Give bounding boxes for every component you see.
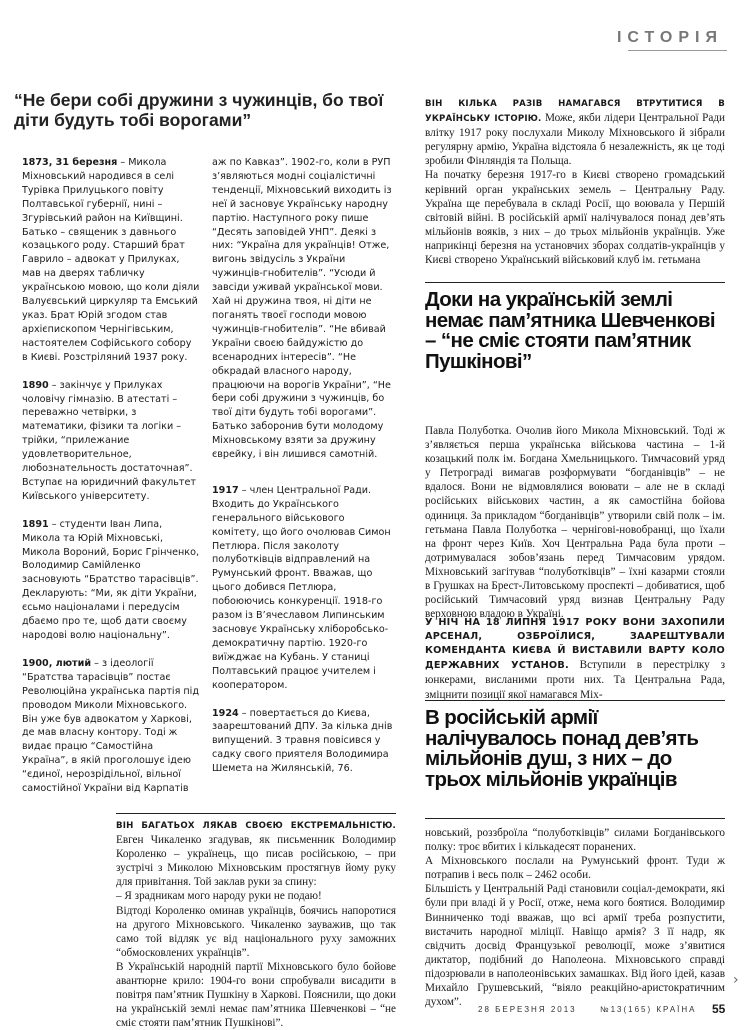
story-paragraph: А Міхновського послали на Румунський фронт. Туди ж потрапив і весь полк – 2462 особи. — [425, 855, 725, 882]
subhead-rule — [425, 700, 725, 701]
subhead-monument: Доки на українській землі немає пам’ятника Шевченкові – “не сміє стояти пам’ятник Пушкінові” — [425, 288, 715, 373]
subhead-army: В російській армії налічувалось понад дев’ять мільйонів душ, з них – до трьох мільйонів українців — [425, 706, 699, 791]
page-number: 55 — [712, 1002, 726, 1016]
story-paragraph: ВІН КІЛЬКА РАЗІВ НАМАГАВСЯ ВТРУТИТИСЯ В УКРАЇНСЬКУ ІСТОРІЮ. Може, якби лідери Центральної Ради влітку 1917 року послухали Миколу Міхновського й зібрали регулярну армію, Україна відстояла б незалежність, як це тоді зробили Фінляндія та Польща. — [425, 99, 725, 168]
timeline-entry: 1900, лютий – з ідеології “Братства тарасівців” постає Революційна українська партія під проводом Миколи Міхновського. Він уже був адвокатом у Харкові, де мав власну контору. Тоді ж видає працю “Самостійна Україна”, в якій проголошує ідею “єдиної, нерозрідільної, вільної самостійної України від Карпатів — [22, 657, 199, 795]
right-top-story — [425, 96, 725, 267]
subhead-rule — [425, 282, 725, 283]
right-bottom-story — [425, 826, 725, 1009]
footer-date: 28 БЕРЕЗНЯ 2013 — [478, 1005, 577, 1014]
story-paragraph: На початку березня 1917-го в Києві створено громадський керівний орган українських земель – Центральну Раду. Україна ще перебувала в складі Росії, що воювала у Першій світовій війні. В російській армії налічувалося понад дев’ять мільйонів вояків, з них – до трьох мільйонів українців. Уже наприкінці березня на установчих зборах солдатів-українців у Києві створено Український військовий клуб ім. гетьмана — [425, 169, 725, 267]
header-rule — [628, 50, 727, 51]
chevron-right-icon: › — [733, 972, 739, 988]
story-paragraph: ВІН БАГАТЬОХ ЛЯКАВ СВОЄЮ ЕКСТРЕМАЛЬНІСТЮ. Евген Чикаленко згадував, як письменник Володимир Короленко – українець, що писав російською, – при зустрічі з Миколою Міхновським простягнув йому руку для привітання. Той заклав руки за спину: — [116, 821, 396, 889]
headline-quote: “Не бери собі дружини з чужинців, бо твої діти будуть тобі ворогами” — [14, 90, 384, 130]
timeline-entry: 1873, 31 березня – Микола Міхновський народився в селі Турівка Прилуцького повіту Полтавської губернії, нині – Згурівський район на Київщині. Батько – священик з давнього козацького роду. Старший брат Гаврило – адвокат у Прилуках, мав на дверях табличку українською мовою, що коли діяли Валуєвський циркуляр та Емський указ. Брат Юрій згодом став архієпископом Чернігівським, настоятелем Софійського собору в Києві. Розстріляний 1937 року. — [22, 157, 200, 363]
subhead-rule — [425, 818, 725, 819]
footer-issue: №13(165) КРАЇНА — [600, 1005, 697, 1014]
story-paragraph: Більшість у Центральній Раді становили соціал-демократи, які були при владі й у Росії, отже, нема кого боятися. Володимир Винниченко тоді вважав, що всі армії треба розпустити, вистачить народної міліції. Навіщо армія? З її надр, як свідчить досвід Французької революції, може з’явитися диктатор, подібний до Наполеона. Міхновського справді підозрювали в наполеонівських замашках. Від його ідей, казав Михайло Грушевський, “віяло реакційно-аристократичним духом”. — [425, 883, 725, 1009]
timeline-entry: аж по Кавказ”. 1902-го, коли в РУП з’являються модні соціалістичні тенденції, Міхновський виходить із неї й засновує Українську народну партію. Наступного року пише “Десять заповідей УНП”. Деякі з них: “Україна для українців! Отже, вигонь звідусіль з України чужинців-гнобителів”. “Усюди й завсіди уживай української мови. Хай ні дружина твоя, ні діти не поганять твоєї господи мовою чужинців-гнобителів”. “Не вбивай України своєю байдужістю до всенародних інтересів”. “Не обкрадай власного народу, працюючи на ворогів України”, “Не бери собі дружини з чужинців, бо твої діти будуть тобі ворогами”. Батько заборонив бути молодому Міхновському взяти за дружину єврейку, і він лишився самотній. — [212, 157, 392, 461]
story-rule — [116, 813, 396, 814]
section-label: ІСТОРІЯ — [616, 29, 723, 46]
timeline-entry: 1917 – член Центральної Ради. Входить до Українського генерального військового комітету, що його очолював Симон Петлюра. Після заколоту полуботківців відправлений на Румунський фронт. Вважав, що цього добився Петлюра, побоюючись конкуренції. 1918-го разом із В’ячеславом Липинським засновує Українську хліборобсько-демократичну партію. 1920-го виїжджає на Кубань. У станиці Полтавський працює учителем і кооператором. — [212, 484, 391, 691]
story-paragraph: Павла Полуботка. Очолив його Микола Міхновський. Тоді ж з’являється перша українська військова частина – 1-й козацький полк ім. Богдана Хмельницького. Тимчасовий уряд у Петрограді вимагав розформувати “богданівців” – не вдалося. Вони не відмовлялися воювати – але не в складі російських військових частин, а як самостійна бойова одиниця. За прикладом “богданівців” утворили свій полк – ім. гетьмана Павла Полуботка – чернігові-новобранці, що їхали на фронт через Київ. Хоч Центральна Рада була проти – дотримувалася зобов’язань перед Тимчасовим урядом. Міхновський загітував “полуботківців” – їхні казарми стояли в Грушках на Брест-Литовському проспекті – добиватися, щоб російський Тимчасовий уряд визнав Центральну Раду верховною владою в Україні. — [425, 425, 725, 621]
story-paragraph: В Українській народній партії Міхновського було бойове авантюрне крило: 1904-го вони спробували висадити в повітря пам’ятник Пушкіну в Харкові. Пояснили, що доки на українській землі немає пам’ятника Шевченкові – “не сміє стояти пам’ятник Пушкінові”. — [116, 960, 396, 1030]
story-paragraph: новський, роззброїла “полуботківців” силами Богданівського полку: троє вбитих і кількадесят поранених. — [425, 827, 725, 854]
story-paragraph: Відтоді Короленко оминав українців, боячись напоротися на другого Міхновського. Чикаленко зауважив, що так само той відляк ує від національного руху заможних “обмосковлених українців”. — [116, 904, 396, 959]
story-paragraph: – Я зрадникам мого народу руки не подаю! — [116, 890, 322, 903]
timeline-left-column — [22, 156, 200, 810]
bottom-story — [116, 818, 396, 1030]
arsenal-paragraph: У НІЧ НА 18 ЛИПНЯ 1917 РОКУ ВОНИ ЗАХОПИЛИ АРСЕНАЛ, ОЗБРОЇЛИСЯ, ЗААРЕШТУВАЛИ КОМЕНДАНТА КИЄВА Й ВИСТАВИЛИ ВАРТУ КОЛО ДЕРЖАВНИХ УСТАНОВ. Вступили в перестрілку з юнкерами, висланими проти них. Та Центральна Рада, зміцнити позиції якої намагався Міх- — [425, 617, 725, 701]
timeline-entry: 1890 – закінчує у Прилуках чоловічу гімназію. В атестаті – переважно четвірки, з математики, фізики та логіки – трійки, “прилежание удовлетворительное, любознательность достаточная”. Вступає на юридичний факультет Київського університету. — [22, 379, 196, 502]
timeline-entry: 1891 – студенти Іван Липа, Микола та Юрій Міхновські, Микола Вороний, Борис Грінченко, Володимир Самійленко засновують “Братство тарасівців”. Декларують: “Ми, як діти України, єсьмо націоналами і передусім дбаємо про те, щоб дати своєму народові волю національну”. — [22, 518, 200, 641]
right-middle-story — [425, 424, 725, 621]
timeline-entry: 1924 – повертається до Києва, заарештований ДПУ. За кілька днів випущений. 3 травня повісився у садку свого приятеля Володимира Шемета на Жилянській, 76. — [212, 707, 393, 775]
timeline-right-column — [212, 156, 394, 790]
